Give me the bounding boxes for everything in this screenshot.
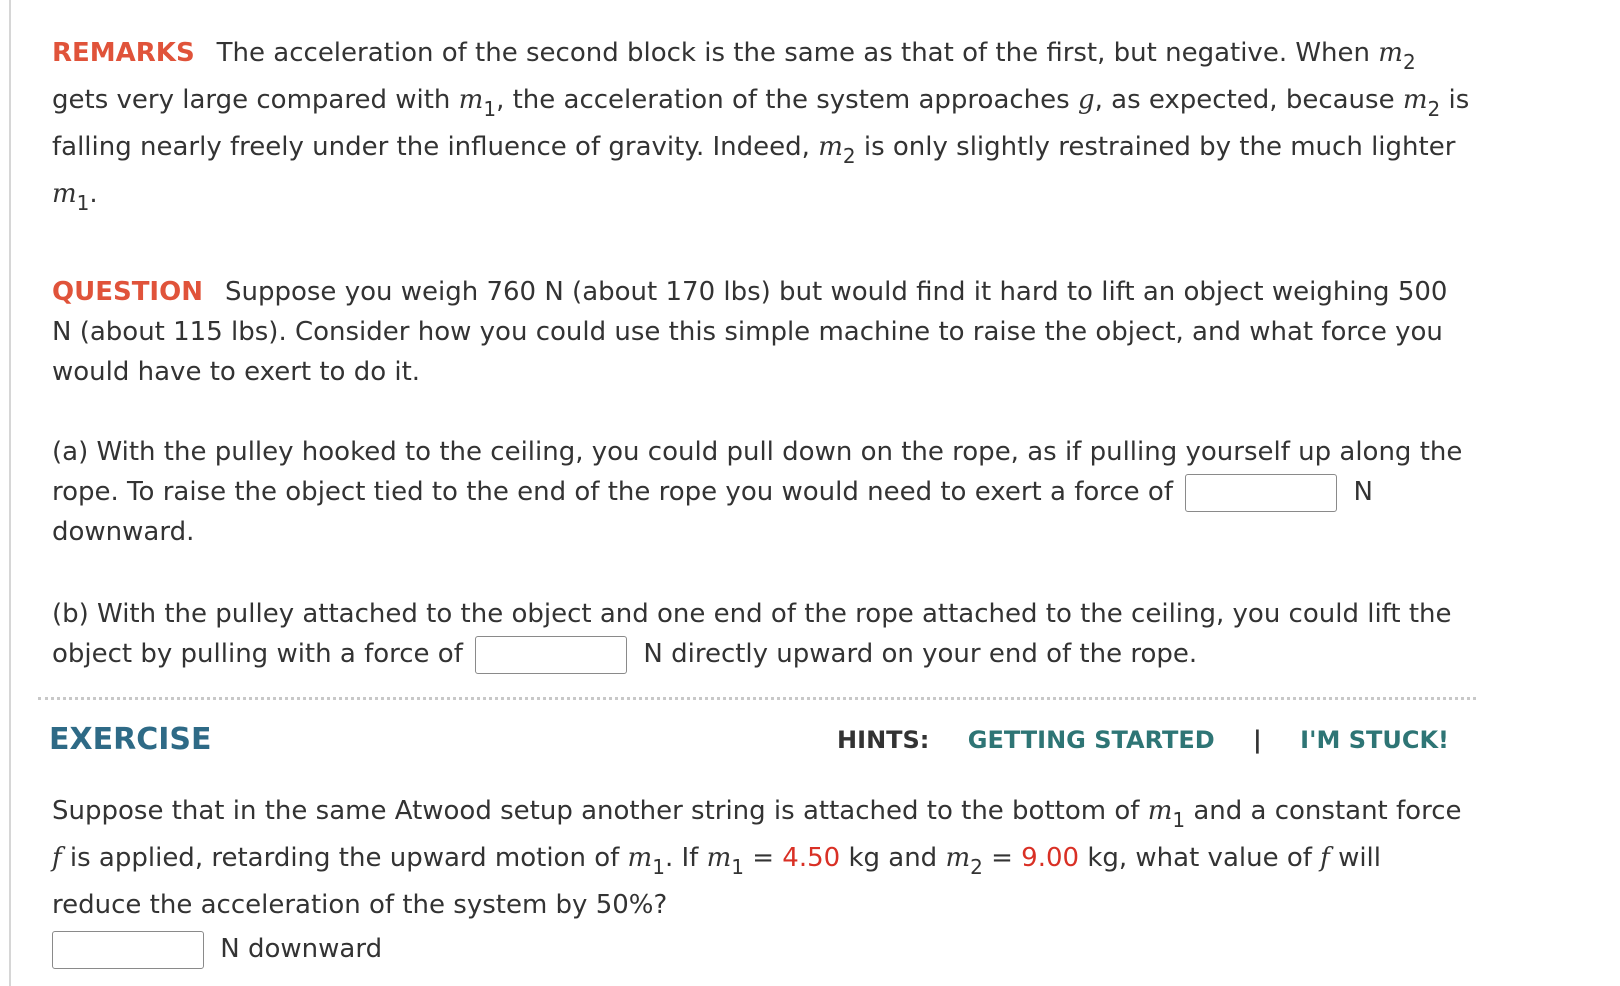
hints-bar	[837, 726, 1449, 754]
part-a-answer-input[interactable]	[1185, 474, 1337, 512]
question-label: QUESTION	[52, 277, 203, 307]
exercise-text-3: is applied, retarding the upward motion of	[69, 843, 620, 873]
exercise-text-2: and a constant force	[1193, 796, 1462, 826]
remarks-paragraph	[52, 30, 1472, 218]
remarks-text-5: is falling nearly freely under the influence of gravity. Indeed,	[52, 85, 1470, 162]
m2-symbol: $m_2$	[818, 132, 856, 168]
part-b-unit-text: N directly upward on your end of the rope.	[643, 639, 1198, 669]
equals-sign: =	[752, 843, 775, 873]
m2-symbol: $m_2$	[945, 843, 983, 879]
exercise-header	[49, 722, 1449, 762]
m2-symbol: $m_2$	[1402, 85, 1441, 121]
part-a-direction: downward.	[52, 517, 195, 547]
m2-symbol: $m_2$	[1378, 38, 1416, 74]
equals-sign: =	[991, 843, 1013, 873]
exercise-answer-unit: N downward	[220, 934, 383, 964]
problem-content	[52, 30, 1472, 674]
question-text: Suppose you weigh 760 N (about 170 lbs) but would find it hard to lift an object weighing 500 N (about 115 lbs). Consider how you could use this simple machine to raise the object, and what force you would have to exert to do it.	[52, 277, 1448, 387]
m1-symbol: $m_1$	[706, 843, 744, 879]
remarks-text-6: is only slightly restrained by the much lighter	[863, 132, 1456, 162]
part-b-paragraph	[52, 594, 1472, 674]
exercise-text-6: will reduce the acceleration of the system by 50%?	[52, 843, 1381, 920]
part-a-unit: N	[1353, 477, 1373, 507]
part-b-answer-input[interactable]	[475, 636, 627, 674]
m1-symbol: $m_1$	[1147, 796, 1186, 832]
m1-symbol: $m_1$	[627, 843, 665, 879]
f-symbol: f	[1320, 843, 1330, 873]
exercise-title: EXERCISE	[49, 722, 212, 757]
exercise-text-1: Suppose that in the same Atwood setup another string is attached to the bottom of	[52, 796, 1140, 826]
question-paragraph	[52, 272, 1472, 392]
exercise-answer-row	[52, 929, 1472, 969]
part-a-paragraph	[52, 432, 1472, 552]
exercise-paragraph	[52, 788, 1472, 929]
left-border	[9, 0, 11, 986]
m1-symbol: $m_1$	[52, 179, 90, 215]
exercise-body	[52, 788, 1472, 969]
remarks-text-7: .	[89, 179, 98, 209]
remarks-text-2: gets very large compared with	[52, 85, 451, 115]
remarks-text-4: , as expected, because	[1094, 85, 1395, 115]
remarks-text-1: The acceleration of the second block is the same as that of the first, but negative. When	[216, 38, 1371, 68]
part-b-text: (b) With the pulley attached to the object and one end of the rope attached to the ceiling, you could lift the object by pulling with a force of	[52, 599, 1452, 669]
remarks-text-3: , the acceleration of the system approaches	[496, 85, 1070, 115]
part-a-text: (a) With the pulley hooked to the ceiling, you could pull down on the rope, as if pulling yourself up along the rope. To raise the object tied to the end of the rope you would need to exert a force of	[52, 437, 1463, 507]
exercise-answer-input[interactable]	[52, 931, 204, 969]
getting-started-link[interactable]: GETTING STARTED	[967, 726, 1215, 754]
hint-separator: |	[1253, 726, 1262, 754]
m1-value: 4.50	[782, 843, 841, 873]
kg-and-text: kg and	[848, 843, 938, 873]
m2-value: 9.00	[1021, 843, 1080, 873]
im-stuck-link[interactable]: I'M STUCK!	[1300, 726, 1449, 754]
section-divider	[38, 697, 1476, 700]
remarks-label: REMARKS	[52, 38, 195, 68]
exercise-text-5: kg, what value of	[1087, 843, 1312, 873]
hints-label: HINTS:	[837, 726, 930, 754]
exercise-text-4: . If	[664, 843, 699, 873]
g-symbol: g	[1077, 85, 1095, 115]
m1-symbol: $m_1$	[458, 85, 497, 121]
f-symbol: f	[52, 843, 62, 873]
